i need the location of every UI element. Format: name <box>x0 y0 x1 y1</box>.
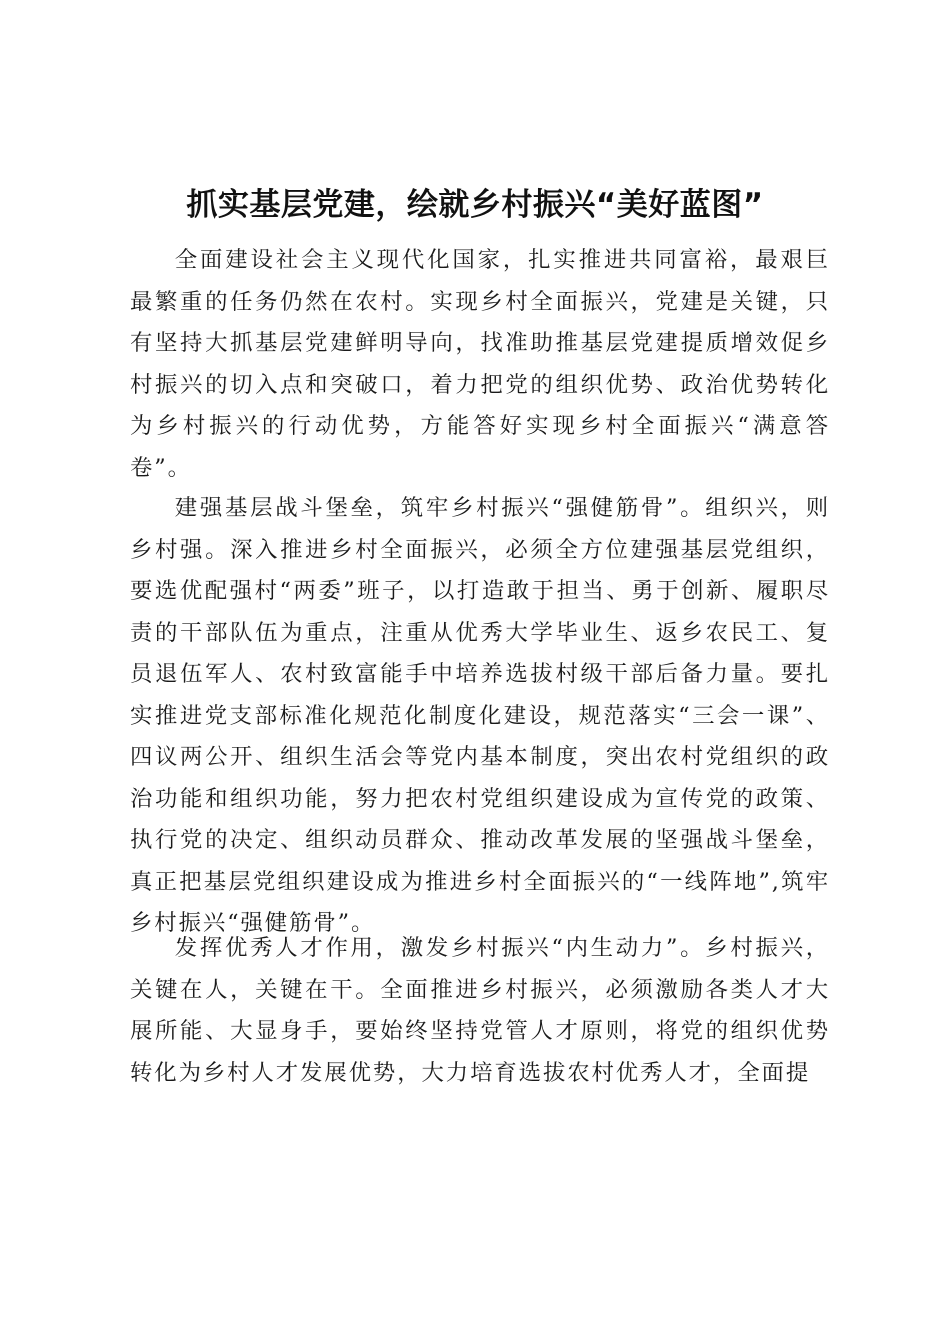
paragraph-2: 建强基层战斗堡垒，筑牢乡村振兴“强健筋骨”。组织兴，则乡村强。深入推进乡村全面振兴，必须全方位建强基层党组织，要选优配强村“两委”班子，以打造敢于担当、勇于创新、履职尽责的干部队伍为重点，注重从优秀大学毕业生、返乡农民工、复员退伍军人、农村致富能手中培养选拔村级干部后备力量。要扎实推进党支部标准化规范化制度化建设，规范落实“三会一课”、四议两公开、组织生活会等党内基本制度，突出农村党组织的政治功能和组织功能，努力把农村党组织建设成为宣传党的政策、执行党的决定、组织动员群众、推动改革发展的坚强战斗堡垒，真正把基层党组织建设成为推进乡村全面振兴的“一线阵地”,筑牢乡村振兴“强健筋骨”。 <box>130 495 830 936</box>
paragraph-3: 发挥优秀人才作用，激发乡村振兴“内生动力”。乡村振兴，关键在人，关键在干。全面推进乡村振兴，必须激励各类人才大展所能、大显身手，要始终坚持党管人才原则，将党的组织优势转化为乡村人才发展优势，大力培育选拔农村优秀人才，全面提 <box>130 935 830 1086</box>
document-title: 抓实基层党建，绘就乡村振兴“美好蓝图” <box>186 187 764 223</box>
paragraph-1: 全面建设社会主义现代化国家，扎实推进共同富裕，最艰巨最繁重的任务仍然在农村。实现乡村全面振兴，党建是关键，只有坚持大抓基层党建鲜明导向，找准助推基层党建提质增效促乡村振兴的切入点和突破口，着力把党的组织优势、政治优势转化为乡村振兴的行动优势，方能答好实现乡村全面振兴“满意答卷”。 <box>130 247 830 481</box>
